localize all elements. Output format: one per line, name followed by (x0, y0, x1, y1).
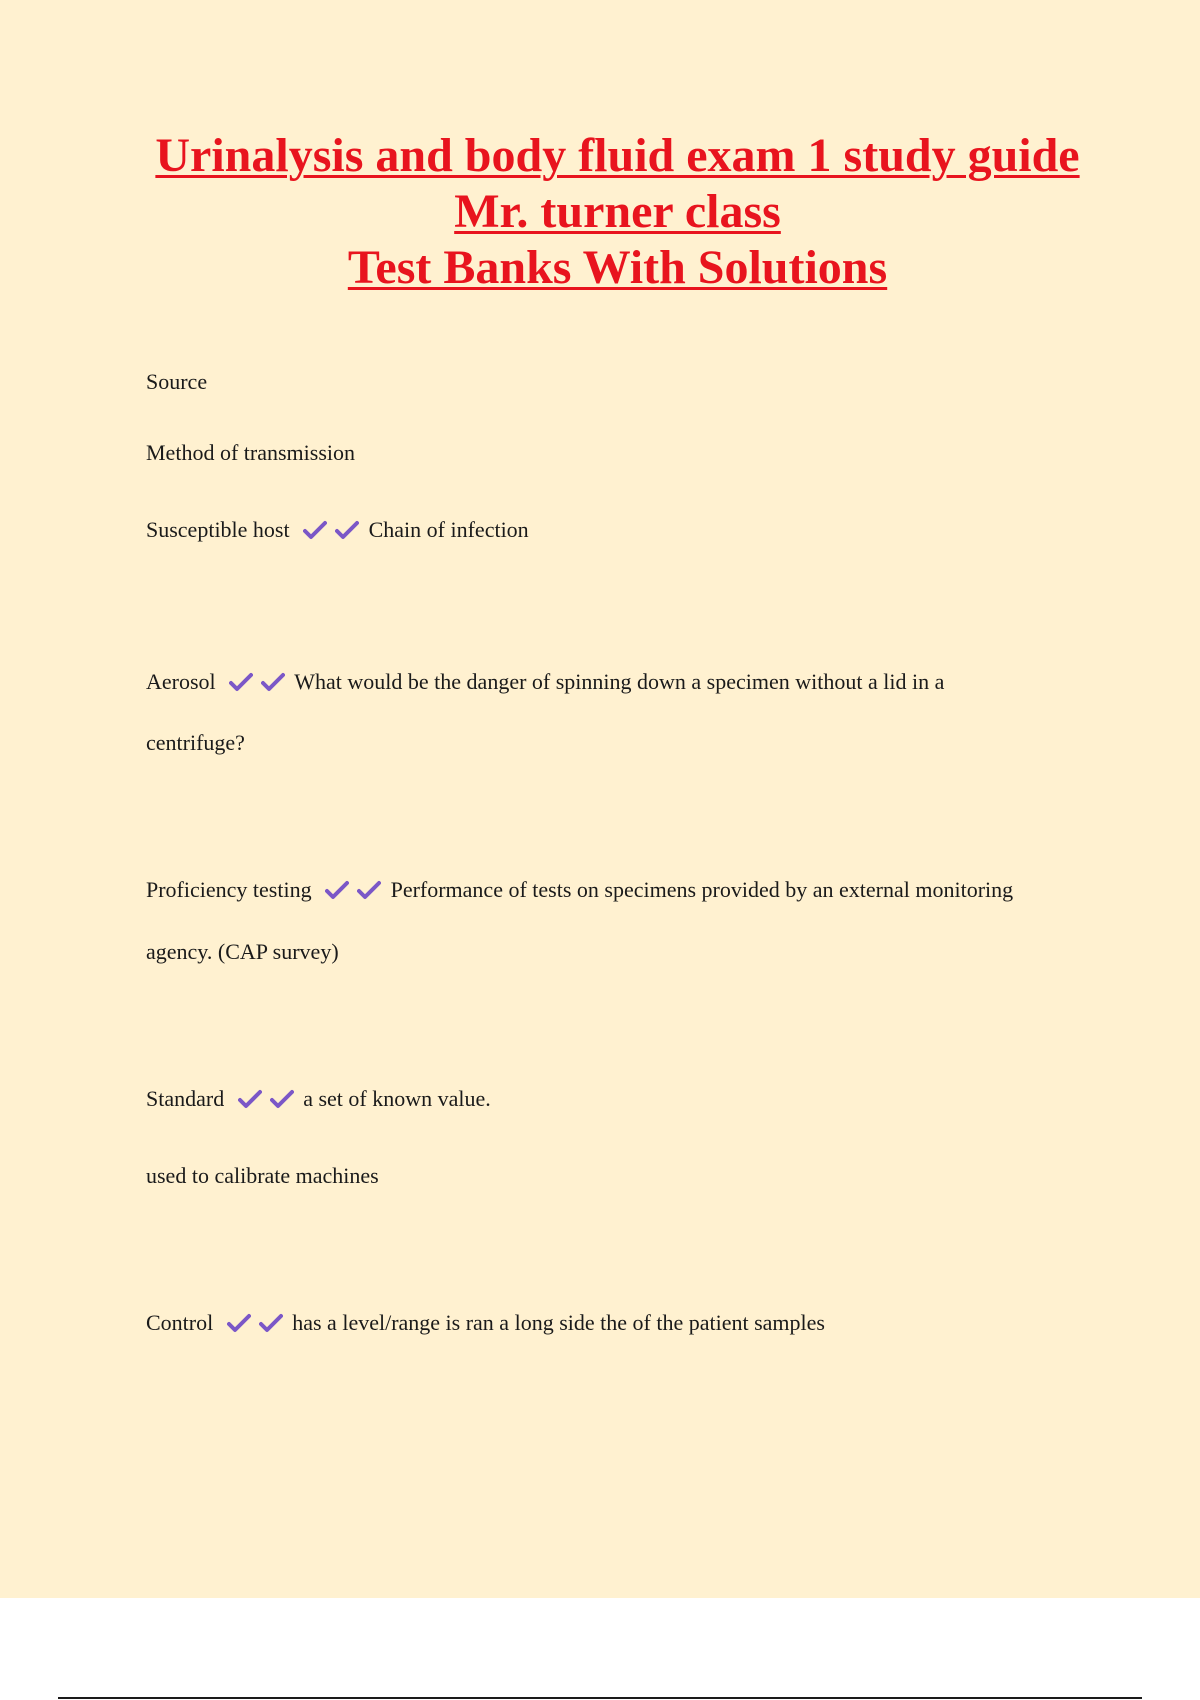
check-icon (270, 1089, 294, 1109)
entry-aerosol-continued (146, 729, 245, 757)
check-icon (238, 1089, 262, 1109)
title-line-2: Mr. turner class (454, 185, 781, 238)
check-icon (227, 1313, 251, 1333)
entry-answer: used to calibrate machines (146, 1163, 379, 1188)
title-line-1: Urinalysis and body fluid exam 1 study guide (155, 129, 1080, 182)
answer-marker (225, 668, 289, 696)
entry-text: Source (146, 369, 208, 394)
entry-answer: has a level/range is ran a long side the of the patient samples (292, 1310, 825, 1335)
check-icon (335, 520, 359, 540)
entry-aerosol (146, 668, 944, 696)
answer-marker (321, 876, 385, 904)
entry-term: Proficiency testing (146, 877, 312, 902)
check-icon (303, 520, 327, 540)
check-icon (261, 672, 285, 692)
answer-marker (299, 516, 363, 544)
check-icon (325, 880, 349, 900)
entry-term: Susceptible host (146, 517, 290, 542)
entry-standard (146, 1085, 491, 1113)
entry-standard-continued (146, 1162, 379, 1190)
entry-answer: agency. (CAP survey) (146, 939, 339, 964)
entry-proficiency-continued (146, 938, 339, 966)
entry-answer: a set of known value. (303, 1086, 491, 1111)
entry-susceptible-host (146, 516, 529, 544)
entry-answer: Chain of infection (368, 517, 529, 542)
answer-marker (234, 1085, 298, 1113)
entry-term: Control (146, 1310, 214, 1335)
entry-text: Method of transmission (146, 440, 355, 465)
document-title (0, 128, 1200, 296)
entry-answer: What would be the danger of spinning down a specimen without a lid in a (294, 669, 945, 694)
title-line-3: Test Banks With Solutions (347, 241, 888, 294)
entry-term: Aerosol (146, 669, 216, 694)
page-divider (58, 1697, 1142, 1699)
entry-answer: Performance of tests on specimens provided by an external monitoring (390, 877, 1014, 902)
check-icon (357, 880, 381, 900)
answer-marker (223, 1309, 287, 1337)
entry-method-of-transmission (146, 439, 355, 467)
entry-term: Standard (146, 1086, 225, 1111)
entry-source (146, 368, 207, 396)
entry-control (146, 1309, 825, 1337)
check-icon (259, 1313, 283, 1333)
entry-answer: centrifuge? (146, 730, 245, 755)
check-icon (229, 672, 253, 692)
entry-proficiency-testing (146, 876, 1013, 904)
